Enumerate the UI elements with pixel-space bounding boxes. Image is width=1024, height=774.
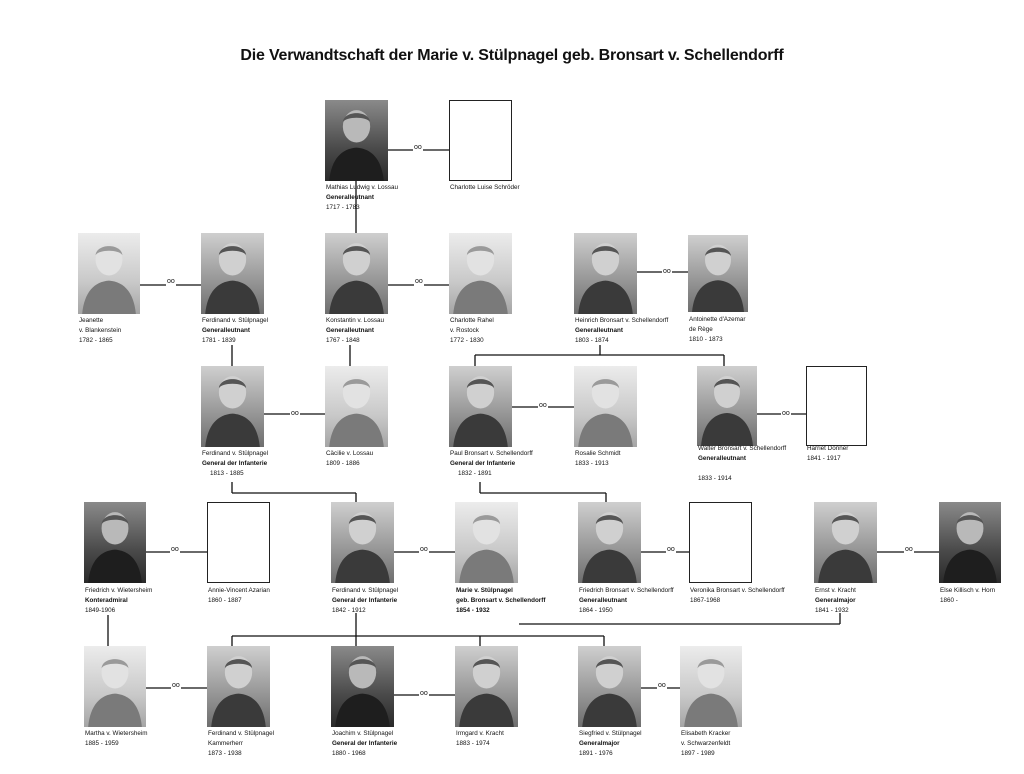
person-name: Antoinette d'Azemar [689,316,746,323]
caption-line: geb. Bronsart v. Schellendorff [456,597,546,604]
person-caption [579,729,642,759]
person-caption [450,183,520,193]
person-caption [807,444,848,464]
portrait-photo [331,502,394,583]
caption-line: 1833 - 1914 [698,475,732,482]
marriage-symbol: oo [415,278,423,285]
caption-line: 1809 - 1886 [326,460,360,467]
marriage-symbol: oo [663,268,671,275]
caption-line: v. Blankenstein [79,327,122,334]
portrait-photo [578,646,641,727]
person-name: Mathias Ludwig v. Lossau [326,184,398,191]
marriage-symbol: oo [291,410,299,417]
caption-line: 1833 - 1913 [575,460,609,467]
person-name: Martha v. Wietersheim [85,730,148,737]
person-name: Friedrich v. Wietersheim [85,587,153,594]
portrait-photo [455,502,518,583]
person-caption [208,586,270,606]
caption-line: 1891 - 1976 [579,750,613,757]
portrait-photo [201,366,264,447]
person-name: Rosalie Schmidt [575,450,621,457]
person-name: Charlotte Luise Schröder [450,184,520,191]
marriage-symbol: oo [171,546,179,553]
marriage-symbol: oo [905,546,913,553]
portrait-photo [201,233,264,314]
empty-portrait-frame [806,366,867,446]
person-caption [690,586,785,606]
person-caption [940,586,995,606]
diagram-title: Die Verwandtschaft der Marie v. Stülpnagel geb. Bronsart v. Schellendorff [240,47,784,64]
person-name: Siegfried v. Stülpnagel [579,730,642,737]
caption-line: 1873 - 1938 [208,750,242,757]
person-name: Marie v. Stülpnagel [456,587,513,594]
caption-line: 1767 - 1848 [326,337,360,344]
marriage-symbol: oo [667,546,675,553]
person-caption [698,444,786,484]
person-name: Heinrich Bronsart v. Schellendorff [575,317,669,324]
person-caption [689,315,746,345]
person-name: Jeanette [79,317,104,324]
caption-line: 1717 - 1783 [326,204,360,211]
caption-line: Generalmajor [815,597,856,604]
portrait-photo [814,502,877,583]
portrait-photo [578,502,641,583]
person-name: Konstantin v. Lossau [326,317,384,324]
person-caption [575,316,668,346]
portrait-photo [325,233,388,314]
person-caption [579,586,674,616]
caption-line: 1849-1906 [85,607,116,614]
caption-line: 1860 - [940,597,958,604]
caption-line: 1803 - 1874 [575,337,609,344]
marriage-symbol: oo [658,682,666,689]
person-name: Ferdinand v. Stülpnagel [202,450,269,457]
person-caption [456,729,504,749]
portrait-photo [331,646,394,727]
person-caption [326,183,398,213]
person-name: Walter Bronsart v. Schellendorff [698,445,787,452]
person-name: Harriet Donner [807,445,849,452]
caption-line: 1832 - 1891 [458,470,492,477]
person-name: Charlotte Rahel [450,317,494,324]
caption-line: de Rège [689,326,713,333]
caption-line: General der Infanterie [332,597,398,604]
empty-portrait-frame [449,100,512,181]
caption-line: 1772 - 1830 [450,337,484,344]
person-name: Joachim v. Stülpnagel [332,730,394,737]
marriage-symbol: oo [420,690,428,697]
portrait-photo [939,502,1001,583]
caption-line: 1781 - 1839 [202,337,236,344]
marriage-symbol: oo [539,402,547,409]
caption-line: General der Infanterie [202,460,268,467]
person-caption [326,449,373,469]
portrait-photo [84,646,146,727]
portrait-photo [207,646,270,727]
caption-line: 1897 - 1989 [681,750,715,757]
portrait-photo [680,646,742,727]
portrait-photo [449,366,512,447]
caption-line: 1842 - 1912 [332,607,366,614]
caption-line: 1885 - 1959 [85,740,119,747]
person-name: Veronika Bronsart v. Schellendorff [690,587,785,594]
person-caption [208,729,274,759]
caption-line: Generalleutnant [579,597,627,604]
portrait-photo [449,233,512,314]
caption-line: 1883 - 1974 [456,740,490,747]
caption-line: General der Infanterie [450,460,516,467]
empty-portrait-frame [207,502,270,583]
portrait-photo [574,233,637,314]
person-name: Cäcilie v. Lossau [326,450,374,457]
caption-line: 1864 - 1950 [579,607,613,614]
caption-line: 1810 - 1873 [689,336,723,343]
caption-line: Generalleutnant [202,327,250,334]
marriage-symbol: oo [420,546,428,553]
portrait-photo [455,646,518,727]
caption-line [698,464,786,474]
person-caption [575,449,621,469]
caption-line: v. Schwarzenfeldt [681,740,731,747]
person-name: Ernst v. Kracht [815,587,856,594]
portrait-photo [84,502,146,583]
person-caption [79,316,121,346]
person-name: Annie-Vincent Azarian [208,587,270,594]
person-name: Ferdinand v. Stülpnagel [332,587,399,594]
person-caption [456,586,545,616]
person-caption [85,586,152,616]
caption-line: Generalleutnant [326,327,374,334]
caption-line: General der Infanterie [332,740,398,747]
person-name: Irmgard v. Kracht [456,730,504,737]
caption-line: 1813 - 1885 [210,470,244,477]
caption-line: 1860 - 1887 [208,597,242,604]
caption-line: 1867-1968 [690,597,721,604]
person-name: Friedrich Bronsart v. Schellendorff [579,587,674,594]
caption-line: v. Rostock [450,327,479,334]
caption-line: 1854 - 1932 [456,607,490,614]
caption-line: 1880 - 1968 [332,750,366,757]
person-name: Paul Bronsart v. Schellendorff [450,450,533,457]
caption-line: Generalleutnant [698,455,746,462]
person-caption [202,449,268,479]
person-caption [85,729,148,749]
person-name: Elisabeth Kracker [681,730,731,737]
person-caption [202,316,268,346]
person-caption [450,449,533,479]
caption-line: 1841 - 1917 [807,455,841,462]
marriage-symbol: oo [172,682,180,689]
person-caption [681,729,730,759]
caption-line: Generalleutnant [326,194,374,201]
portrait-photo [574,366,637,447]
portrait-photo [697,366,757,446]
marriage-symbol: oo [167,278,175,285]
caption-line: 1782 - 1865 [79,337,113,344]
person-name: Ferdinand v. Stülpnagel [208,730,275,737]
person-name: Else Killisch v. Horn [940,587,996,594]
person-caption [332,586,398,616]
caption-line: Generalmajor [579,740,620,747]
person-name: Ferdinand v. Stülpnagel [202,317,269,324]
portrait-photo [78,233,140,314]
portrait-photo [325,100,388,181]
caption-line: 1841 - 1932 [815,607,849,614]
portrait-photo [688,235,748,312]
person-caption [815,586,856,616]
person-caption [326,316,384,346]
empty-portrait-frame [689,502,752,583]
person-caption [450,316,494,346]
marriage-symbol: oo [782,410,790,417]
marriage-symbol: oo [414,144,422,151]
caption-line: Generalleutnant [575,327,623,334]
portrait-photo [325,366,388,447]
person-caption [332,729,397,759]
caption-line: Konteradmiral [85,597,128,604]
caption-line: Kammerherr [208,740,243,747]
